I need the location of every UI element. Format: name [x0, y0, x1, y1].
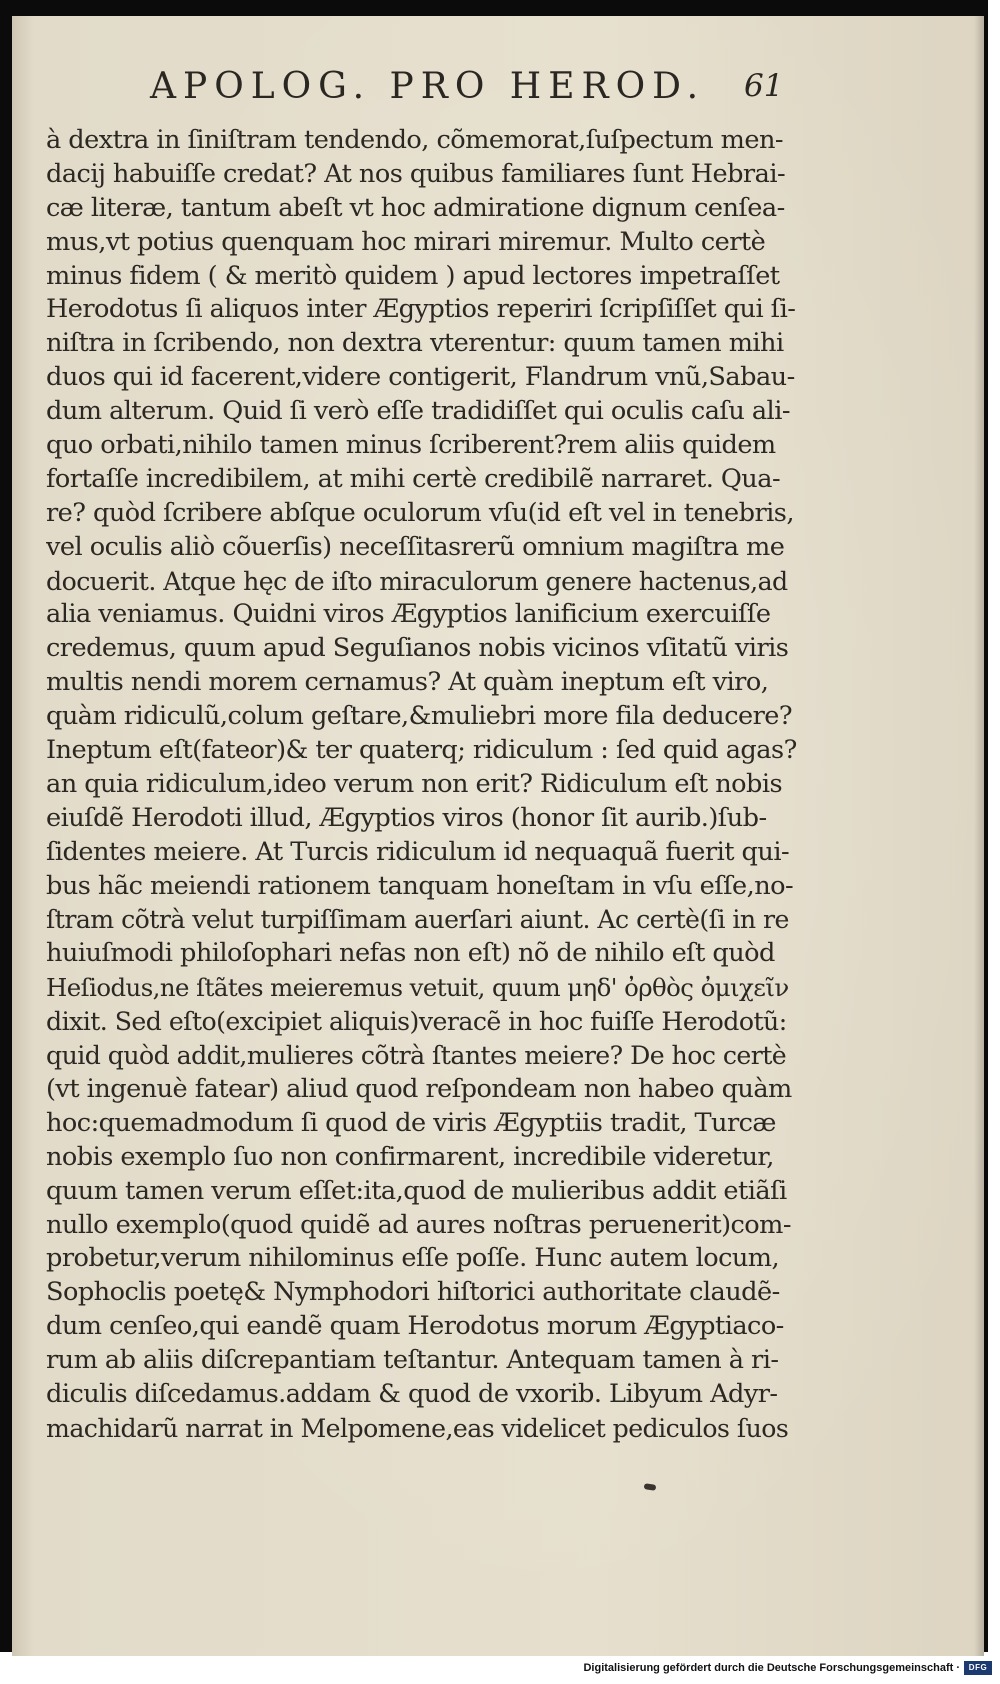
page-number: 61: [744, 68, 784, 104]
text-line: probetur,verum nihilominus eſſe poſſe. Hunc autem locum,: [46, 1243, 780, 1274]
text-line: quo orbati,nihilo tamen minus ſcriberent?rem aliis quidem: [46, 430, 776, 461]
dfg-logo-icon: DFG: [964, 1661, 992, 1675]
text-line: quid quòd addit,mulieres cõtrà ſtantes meiere? De hoc certè: [46, 1041, 787, 1071]
text-line: Heſiodus,ne ſtãtes meieremus vetuit, quum μηδ' ὀρθὸς ὀμιχεῖν: [46, 973, 789, 1003]
text-line: dacij habuiſſe credat? At nos quibus familiares ſunt Hebrai-: [46, 158, 786, 189]
text-line: à dextra in ſiniſtram tendendo, cõmemorat,ſuſpectum men-: [46, 125, 784, 155]
text-line: minus fidem ( & meritò quidem ) apud lectores impetraſſet: [46, 260, 780, 291]
body-text: [46, 124, 798, 1446]
text-line: Herodotus ſi aliquos inter Ægyptios reperiri ſcripſiſſet qui ſi-: [46, 294, 796, 325]
text-line: dum cenſeo,qui eandẽ quam Herodotus morum Ægyptiaco-: [46, 1311, 784, 1342]
text-line: nobis exemplo ſuo non confirmarent, incredibile videretur,: [46, 1141, 774, 1172]
text-line: huiuſmodi philoſophari nefas non eſt) nõ de nihilo eſt quòd: [46, 938, 775, 969]
text-line: ſidentes meiere. At Turcis ridiculum id nequaquã fuerit qui-: [46, 836, 790, 867]
text-line: eiuſdẽ Herodoti illud, Ægyptios viros (honor ſit aurib.)ſub-: [46, 802, 767, 833]
text-line: rum ab aliis diſcrepantiam teſtantur. Antequam tamen à ri-: [46, 1345, 779, 1376]
text-line: dum alterum. Quid ſi verò eſſe tradidiſſet qui oculis caſu ali-: [46, 396, 790, 427]
text-line: fortaſſe incredibilem, at mihi certè credibilẽ narraret. Qua-: [46, 463, 781, 494]
text-line: dixit. Sed eſto(excipiet aliquis)veracẽ in hoc fuiſſe Herodotũ:: [46, 1007, 787, 1037]
text-line: quum tamen verum eſſet:ita,quod de mulieribus addit etiãſi: [46, 1175, 787, 1206]
text-line: multis nendi morem cernamus? At quàm ineptum eſt viro,: [46, 667, 769, 698]
text-line: re? quòd ſcribere abſque oculorum vſu(id eſt vel in tenebris,: [46, 497, 794, 528]
text-line: quàm ridiculũ,colum geſtare,&muliebri more fila deducere?: [46, 701, 793, 732]
text-line: bus hãc meiendi rationem tanquam honeſtam in vſu eſſe,no-: [46, 870, 794, 901]
text-line: mus,vt potius quenquam hoc mirari miremur. Multo certè: [46, 226, 766, 257]
text-line: diculis diſcedamus.addam & quod de vxorib. Libyum Adyr-: [46, 1378, 778, 1409]
text-line: hoc:quemadmodum ſi quod de viris Ægyptiis tradit, Turcæ: [46, 1107, 776, 1138]
text-line: niſtra in ſcribendo, non dextra vterentur: quum tamen mihi: [46, 328, 784, 359]
text-line: machidarũ narrat in Melpomene,eas videlicet pediculos ſuos: [46, 1413, 789, 1443]
text-line: an quia ridiculum,ideo verum non erit? Ridiculum eſt nobis: [46, 768, 783, 799]
text-line: vel oculis aliò cõuerſis) neceſſitasrerũ omnium magiſtra me: [46, 531, 785, 562]
text-line: nullo exemplo(quod quidẽ ad aures noſtras peruenerit)com-: [46, 1209, 791, 1240]
text-line: docuerit. Atque hęc de iſto miraculorum genere hactenus,ad: [46, 566, 788, 596]
text-line: ſtram cõtrà velut turpiſſimam auerſari aiunt. Ac certè(ſi in re: [46, 905, 789, 935]
running-title: APOLOG. PRO HEROD.: [150, 66, 706, 107]
text-line: duos qui id facerent,videre contigerit, Flandrum vnũ,Sabau-: [46, 362, 795, 393]
digitization-credit: [583, 1658, 992, 1678]
text-line: Sophoclis poetę& Nymphodori hiſtorici authoritate claudẽ-: [46, 1277, 780, 1308]
page-edge-shadow: [974, 16, 984, 1656]
text-line: credemus, quum apud Seguſianos nobis vicinos vſitatũ viris: [46, 633, 789, 664]
text-line: alia veniamus. Quidni viros Ægyptios lanificium exercuiſſe: [46, 599, 771, 630]
text-line: (vt ingenuè fatear) aliud quod reſpondeam non habeo quàm: [46, 1073, 792, 1104]
credit-text: Digitalisierung gefördert durch die Deutsche Forschungsgemeinschaft ·: [583, 1662, 960, 1674]
text-line: cæ literæ, tantum abeſt vt hoc admiratione dignum cenſea-: [46, 192, 785, 223]
text-line: Ineptum eſt(fateor)& ter quaterq; ridiculum : ſed quid agas?: [46, 735, 797, 766]
